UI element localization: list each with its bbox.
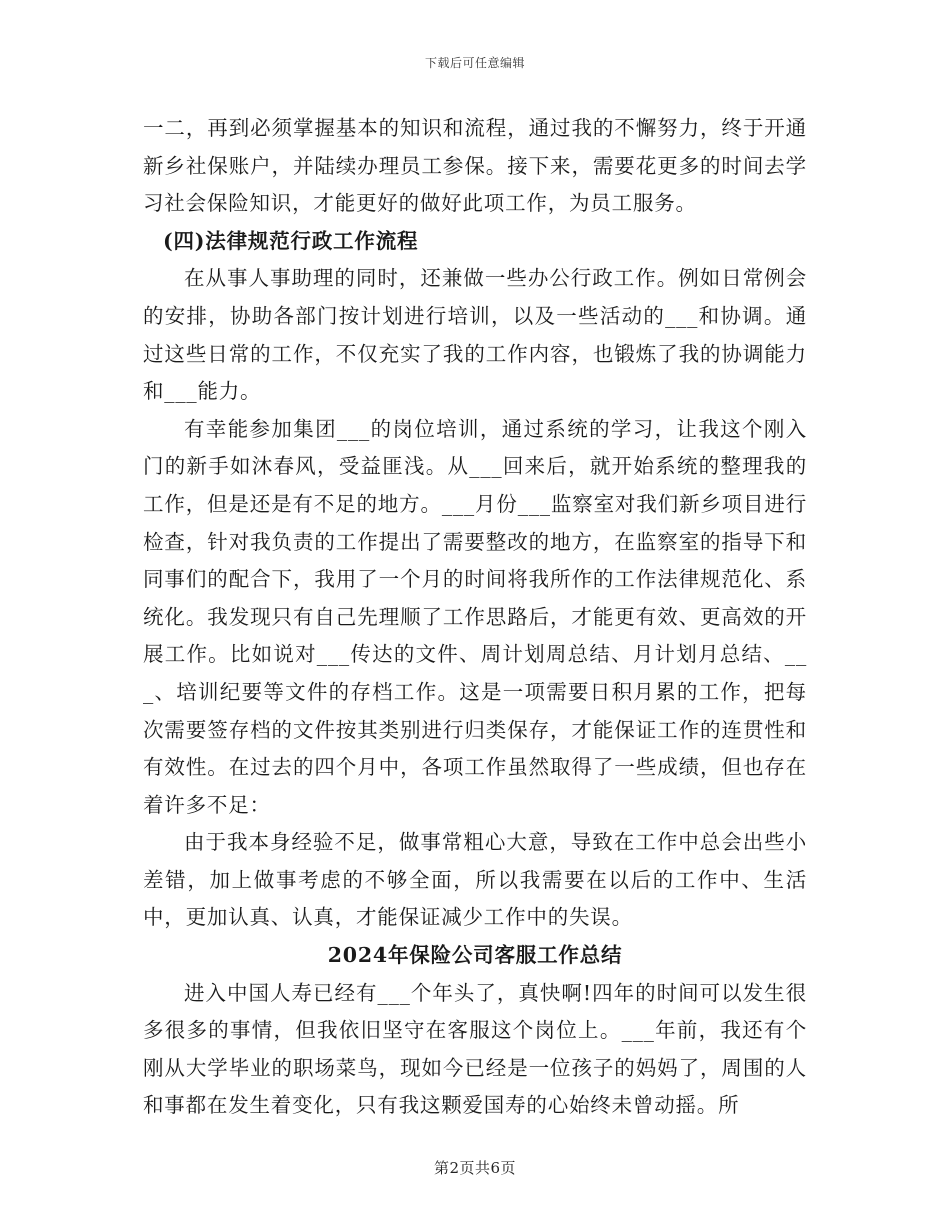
document-body: [143, 110, 807, 1125]
page-number: 第2页共6页: [433, 1159, 517, 1177]
paragraph-3: 有幸能参加集团___的岗位培训，通过系统的学习，让我这个刚入门的新手如沐春风，受益匪浅。从___回来后，就开始系统的整理我的工作，但是还是有不足的地方。___月份___监察室对我们新乡项目进行检查，针对我负责的工作提出了需要整改的地方，在监察室的指导下和同事们的配合下，我用了一个月的时间将我所作的工作法律规范化、系统化。我发现只有自己先理顺了工作思路后，才能更有效、更高效的开展工作。比如说对___传达的文件、周计划周总结、月计划月总结、___、培训纪要等文件的存档工作。这是一项需要日积月累的工作，把每次需要签存档的文件按其类别进行归类保存，才能保证工作的连贯性和有效性。在过去的四个月中，各项工作虽然取得了一些成绩，但也存在着许多不足：: [143, 416, 807, 817]
paragraph-2: 在从事人事助理的同时，还兼做一些办公行政工作。例如日常例会的安排，协助各部门按计划进行培训，以及一些活动的___和协调。通过这些日常的工作，不仅充实了我的工作内容，也锻炼了我的协调能力和___能力。: [143, 266, 807, 404]
section-heading-4: (四)法律规范行政工作流程: [163, 228, 419, 253]
page-header: 下载后可任意编辑: [424, 56, 525, 70]
paragraph-5: 进入中国人寿已经有___个年头了，真快啊!四年的时间可以发生很多很多的事情，但我依旧坚守在客服这个岗位上。___年前，我还有个刚从大学毕业的职场菜鸟，现如今已经是一位孩子的妈妈了，周围的人和事都在发生着变化，只有我这颗爱国寿的心始终未曾动摇。所: [143, 980, 807, 1118]
paragraph-4: 由于我本身经验不足，做事常粗心大意，导致在工作中总会出些小差错，加上做事考虑的不够全面，所以我需要在以后的工作中、生活中，更加认真、认真，才能保证减少工作中的失误。: [143, 830, 807, 930]
paragraph-1: 一二，再到必须掌握基本的知识和流程，通过我的不懈努力，终于开通新乡社保账户，并陆续办理员工参保。接下来，需要花更多的时间去学习社会保险知识，才能更好的做好此项工作，为员工服务。: [143, 116, 807, 216]
document-title: 2024年保险公司客服工作总结: [327, 943, 623, 968]
